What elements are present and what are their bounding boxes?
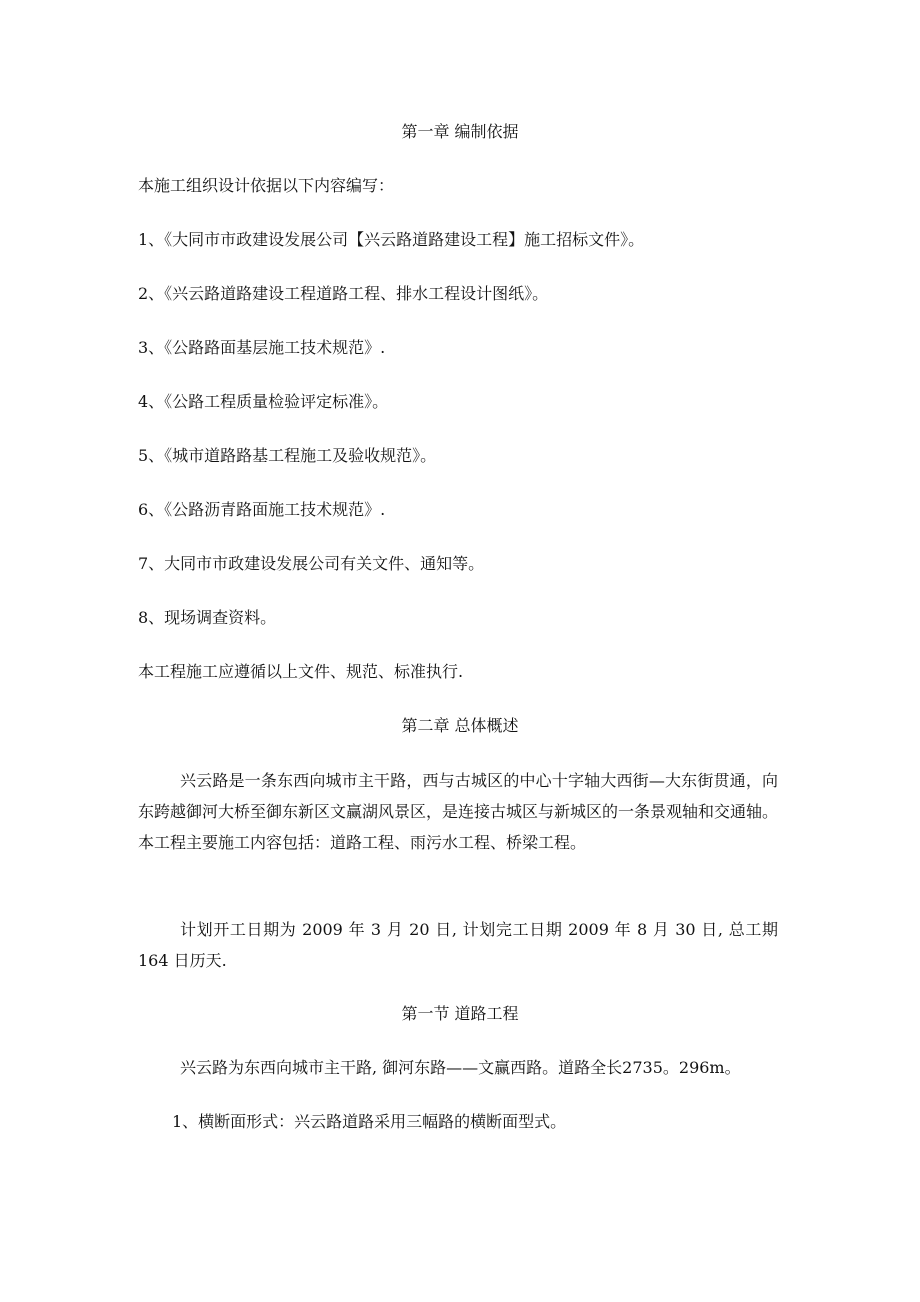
basis-item-6: 6、《公路沥青路面施工技术规范》. bbox=[138, 500, 386, 519]
chapter-1-title: 第一章 编制依据 bbox=[401, 122, 519, 141]
basis-item-7: 7、大同市市政建设发展公司有关文件、通知等。 bbox=[138, 554, 485, 573]
overview-paragraph: 兴云路是一条东西向城市主干路，西与古城区的中心十字轴大西街—大东街贯通，向东跨越御河大桥至御东新区文赢湖风景区，是连接古城区与新城区的一条景观轴和交通轴。本工程主要施工内容包括：道路工程、雨污水工程、桥梁工程。 bbox=[138, 771, 779, 852]
basis-item-8: 8、现场调查资料。 bbox=[138, 608, 277, 627]
basis-item-1: 1、《大同市市政建设发展公司【兴云路道路建设工程】施工招标文件》。 bbox=[138, 230, 645, 249]
basis-item-4: 4、《公路工程质量检验评定标准》。 bbox=[138, 392, 389, 411]
cross-section-item: 1、横断面形式：兴云路道路采用三幅路的横断面型式。 bbox=[172, 1112, 567, 1131]
road-length-paragraph: 兴云路为东西向城市主干路, 御河东路——文赢西路。道路全长2735。296m。 bbox=[180, 1058, 741, 1077]
section-1-title: 第一节 道路工程 bbox=[401, 1004, 519, 1023]
schedule-paragraph: 计划开工日期为 2009 年 3 月 20 日, 计划完工日期 2009 年 8 月 30 日, 总工期 164 日历天. bbox=[138, 920, 778, 970]
basis-item-3: 3、《公路路面基层施工技术规范》. bbox=[138, 338, 386, 357]
chapter-2-title: 第二章 总体概述 bbox=[401, 716, 519, 735]
chapter-1-closing: 本工程施工应遵循以上文件、规范、标准执行. bbox=[138, 662, 464, 681]
basis-item-5: 5、《城市道路路基工程施工及验收规范》。 bbox=[138, 446, 437, 465]
chapter-1-intro: 本施工组织设计依据以下内容编写： bbox=[138, 176, 395, 195]
basis-item-2: 2、《兴云路道路建设工程道路工程、排水工程设计图纸》。 bbox=[138, 284, 549, 303]
